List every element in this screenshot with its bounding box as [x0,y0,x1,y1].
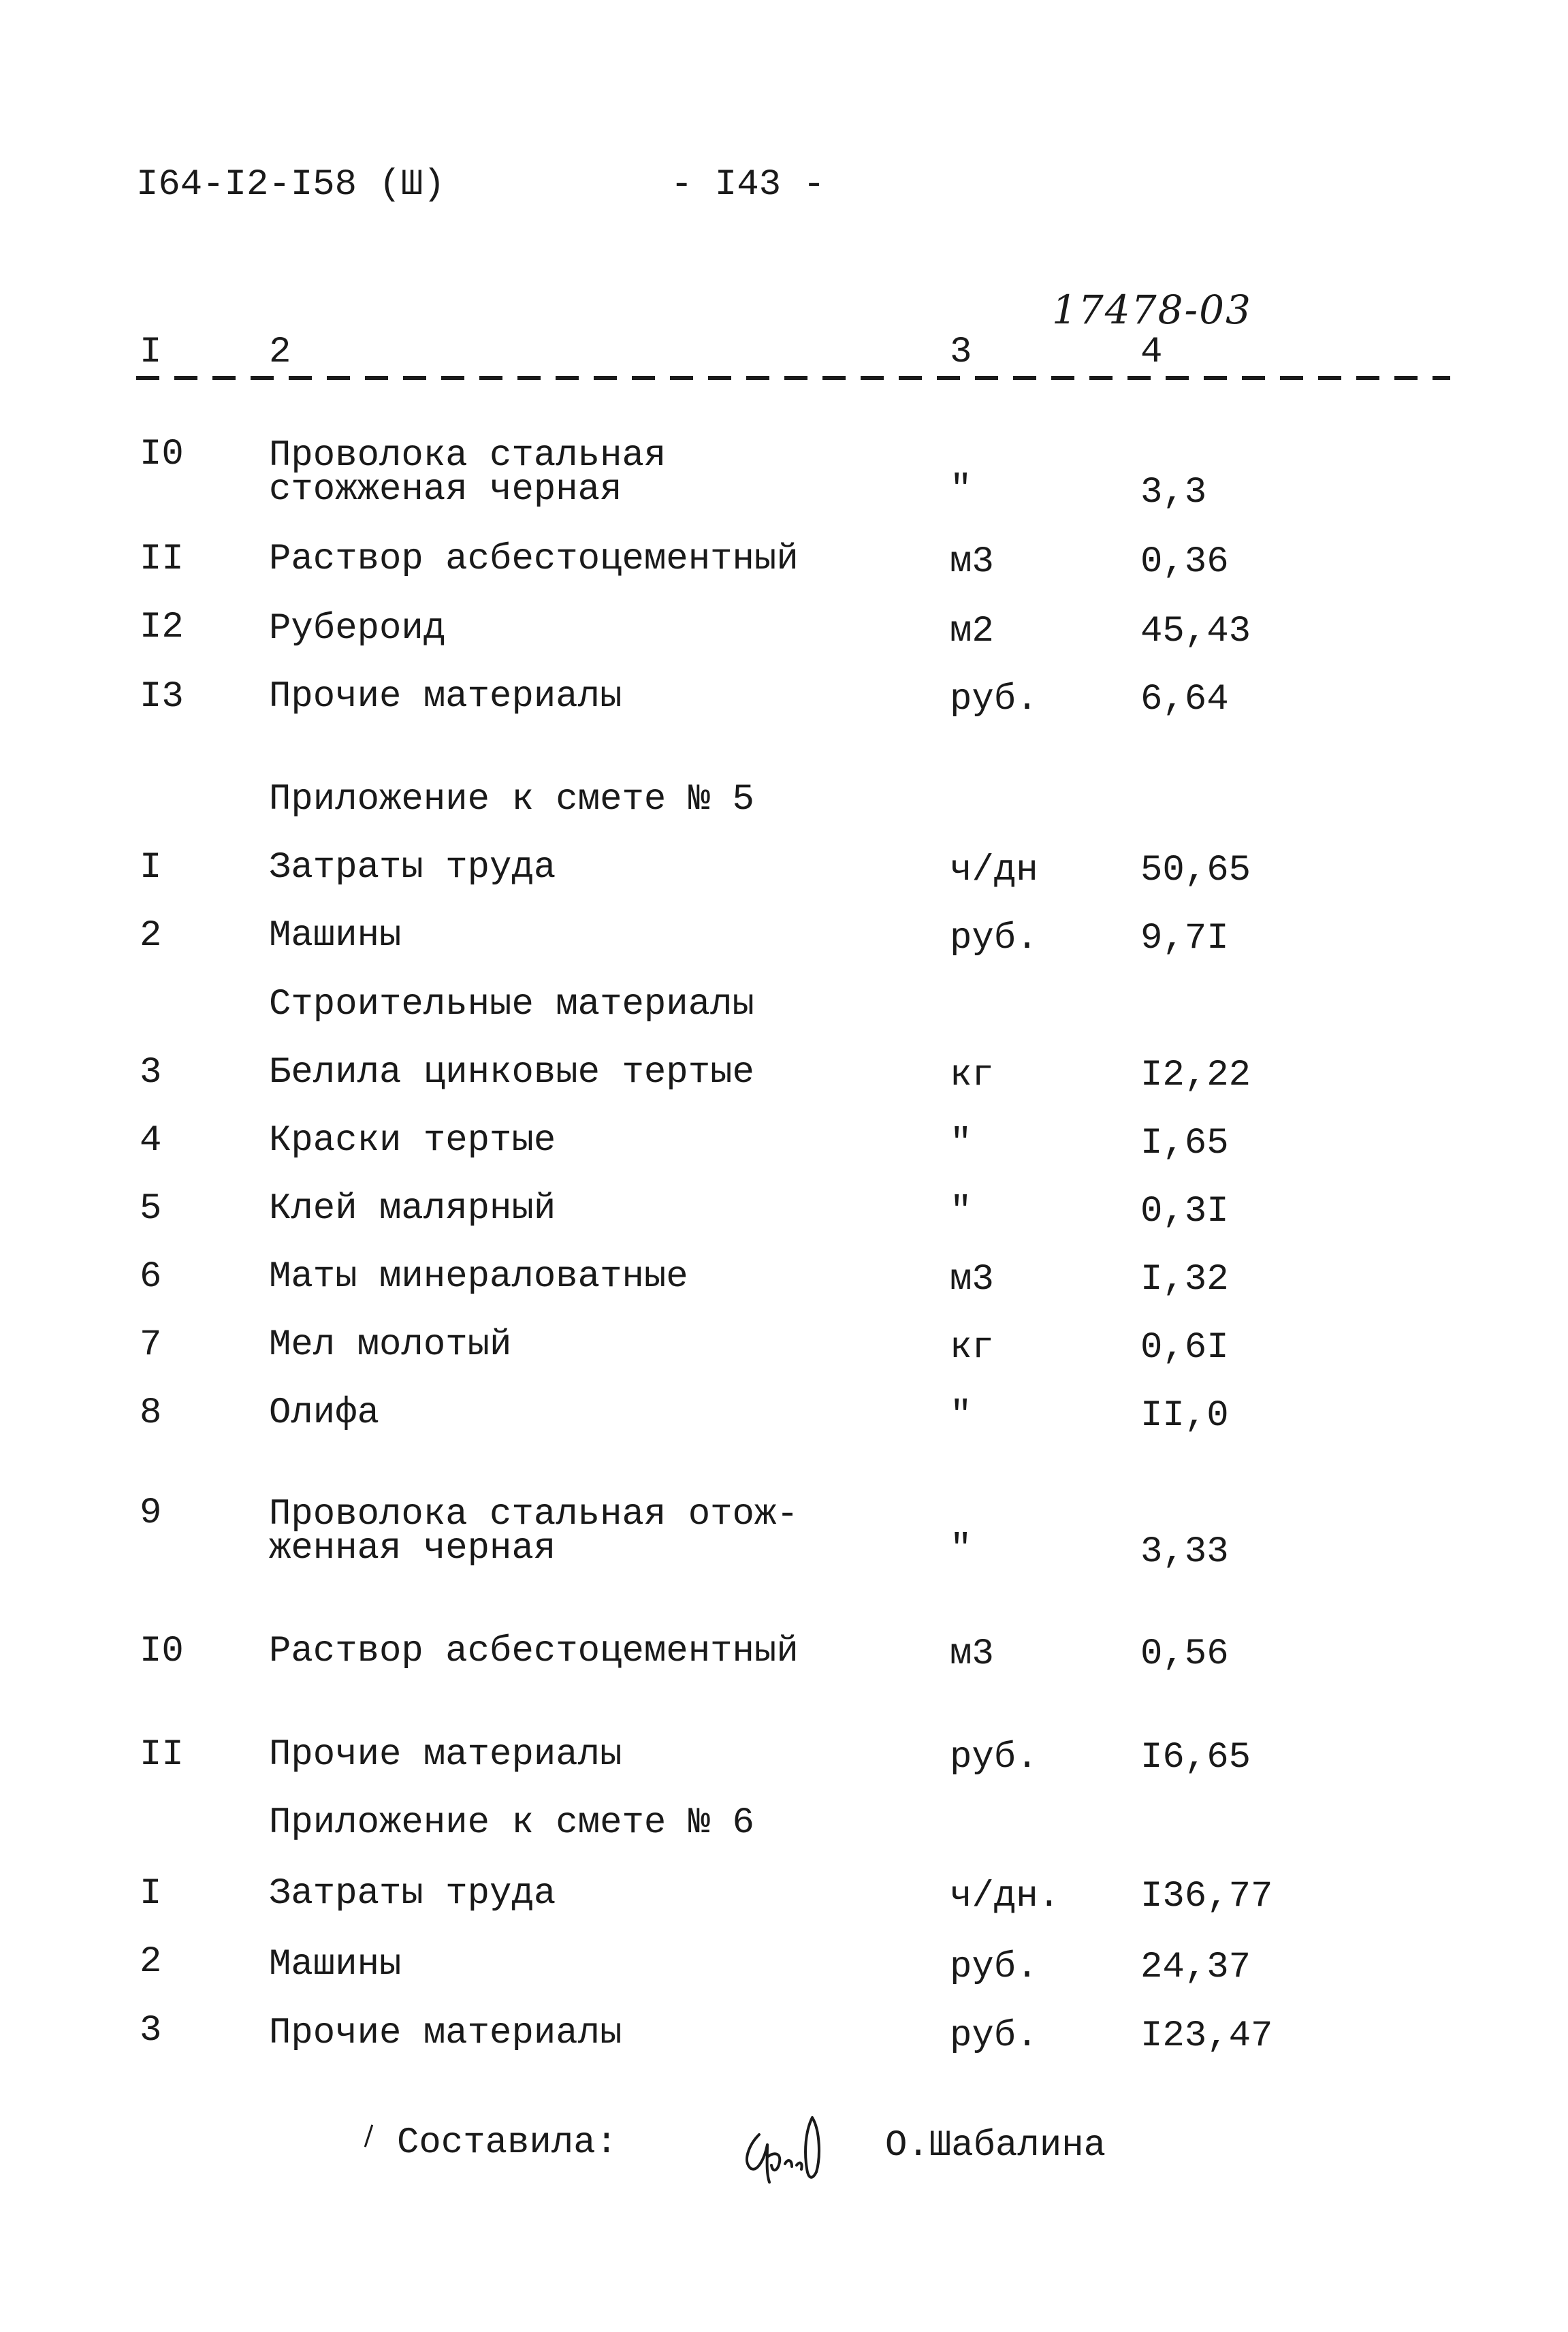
row-unit: м2 [950,611,994,652]
row-unit: руб. [950,679,1038,720]
row-number: I3 [140,676,184,718]
column-header-2: 2 [269,332,291,373]
row-number: 8 [140,1392,162,1434]
row-name: Проволока стальная стожженая черная [269,435,667,511]
compiler-name: О.Шабалина [885,2125,1106,2167]
row-number: 2 [140,1941,162,1983]
row-name: Прочие материалы [269,2013,622,2054]
row-unit: руб. [950,1947,1038,1988]
tick-mark [364,2124,373,2147]
row-number: 6 [140,1256,162,1298]
row-quantity: 3,3 [1140,472,1207,513]
row-number: 4 [140,1120,162,1162]
row-number: I [140,1873,162,1915]
page-number: - I43 - [671,164,825,206]
row-unit: м3 [950,1633,994,1675]
row-number: I [140,847,162,889]
row-name: Затраты труда [269,847,556,889]
column-header-1: I [140,332,162,373]
row-number: 3 [140,2010,162,2051]
row-name: Машины [269,915,402,957]
row-name: Раствор асбестоцементный [269,539,799,580]
row-unit: ч/дн [950,850,1038,891]
row-quantity: 0,36 [1140,541,1229,583]
row-quantity: 0,56 [1140,1633,1229,1675]
row-number: II [140,539,184,580]
row-quantity: 0,6I [1140,1327,1229,1369]
row-quantity: 3,33 [1140,1531,1229,1573]
row-unit: " [950,469,972,511]
row-name: Белила цинковые тертые [269,1052,754,1093]
row-unit: " [950,1123,972,1164]
row-name: Краски тертые [269,1120,556,1162]
row-name: Прочие материалы [269,676,622,718]
row-number: 3 [140,1052,162,1093]
row-unit: кг [950,1055,994,1096]
signature [732,2104,841,2192]
row-number: 2 [140,915,162,957]
compiled-by-label: Составила: [397,2122,618,2164]
row-name: Маты минераловатные [269,1256,688,1298]
row-name: Прочие материалы [269,1734,622,1776]
row-number: 9 [140,1492,162,1534]
appendix-heading: Приложение к смете № 5 [269,779,754,820]
row-name: Рубероид [269,608,446,650]
row-unit: " [950,1529,972,1570]
row-quantity: 9,7I [1140,918,1229,959]
row-quantity: I36,77 [1140,1876,1273,1917]
row-unit: руб. [950,918,1038,959]
row-unit: руб. [950,2015,1038,2057]
subsection-heading: Строительные материалы [269,984,754,1025]
row-unit: м3 [950,1259,994,1300]
row-name: Олифа [269,1392,380,1434]
column-header-3: 3 [950,332,972,373]
row-name: Затраты труда [269,1873,556,1915]
row-number: I0 [140,1631,184,1672]
row-name: Раствор асбестоцементный [269,1631,799,1672]
row-quantity: 50,65 [1140,850,1251,891]
row-unit: руб. [950,1737,1038,1778]
row-name: Клей малярный [269,1188,556,1230]
handwritten-code: 17478-03 [1052,287,1252,333]
row-number: I0 [140,434,184,475]
row-quantity: II,0 [1140,1395,1229,1437]
row-quantity: 0,3I [1140,1191,1229,1232]
row-quantity: 6,64 [1140,679,1229,720]
row-unit: ч/дн. [950,1876,1061,1917]
row-quantity: 24,37 [1140,1947,1251,1988]
doc-code: I64-I2-I58 (Ш) [136,164,445,206]
row-unit: кг [950,1327,994,1369]
row-name: Машины [269,1944,402,1985]
row-name: Проволока стальная отож- женная черная [269,1494,799,1569]
row-number: I2 [140,607,184,648]
row-quantity: I2,22 [1140,1055,1251,1096]
column-header-4: 4 [1140,332,1163,373]
header-dashed-rule [136,376,1450,380]
row-quantity: 45,43 [1140,611,1251,652]
row-number: II [140,1734,184,1776]
row-quantity: I23,47 [1140,2015,1273,2057]
row-unit: " [950,1395,972,1437]
row-number: 7 [140,1324,162,1366]
row-name: Мел молотый [269,1324,512,1366]
row-unit: м3 [950,541,994,583]
row-quantity: I,65 [1140,1123,1229,1164]
row-unit: " [950,1191,972,1232]
appendix-heading: Приложение к смете № 6 [269,1802,754,1844]
row-number: 5 [140,1188,162,1230]
row-quantity: I6,65 [1140,1737,1251,1778]
row-quantity: I,32 [1140,1259,1229,1300]
